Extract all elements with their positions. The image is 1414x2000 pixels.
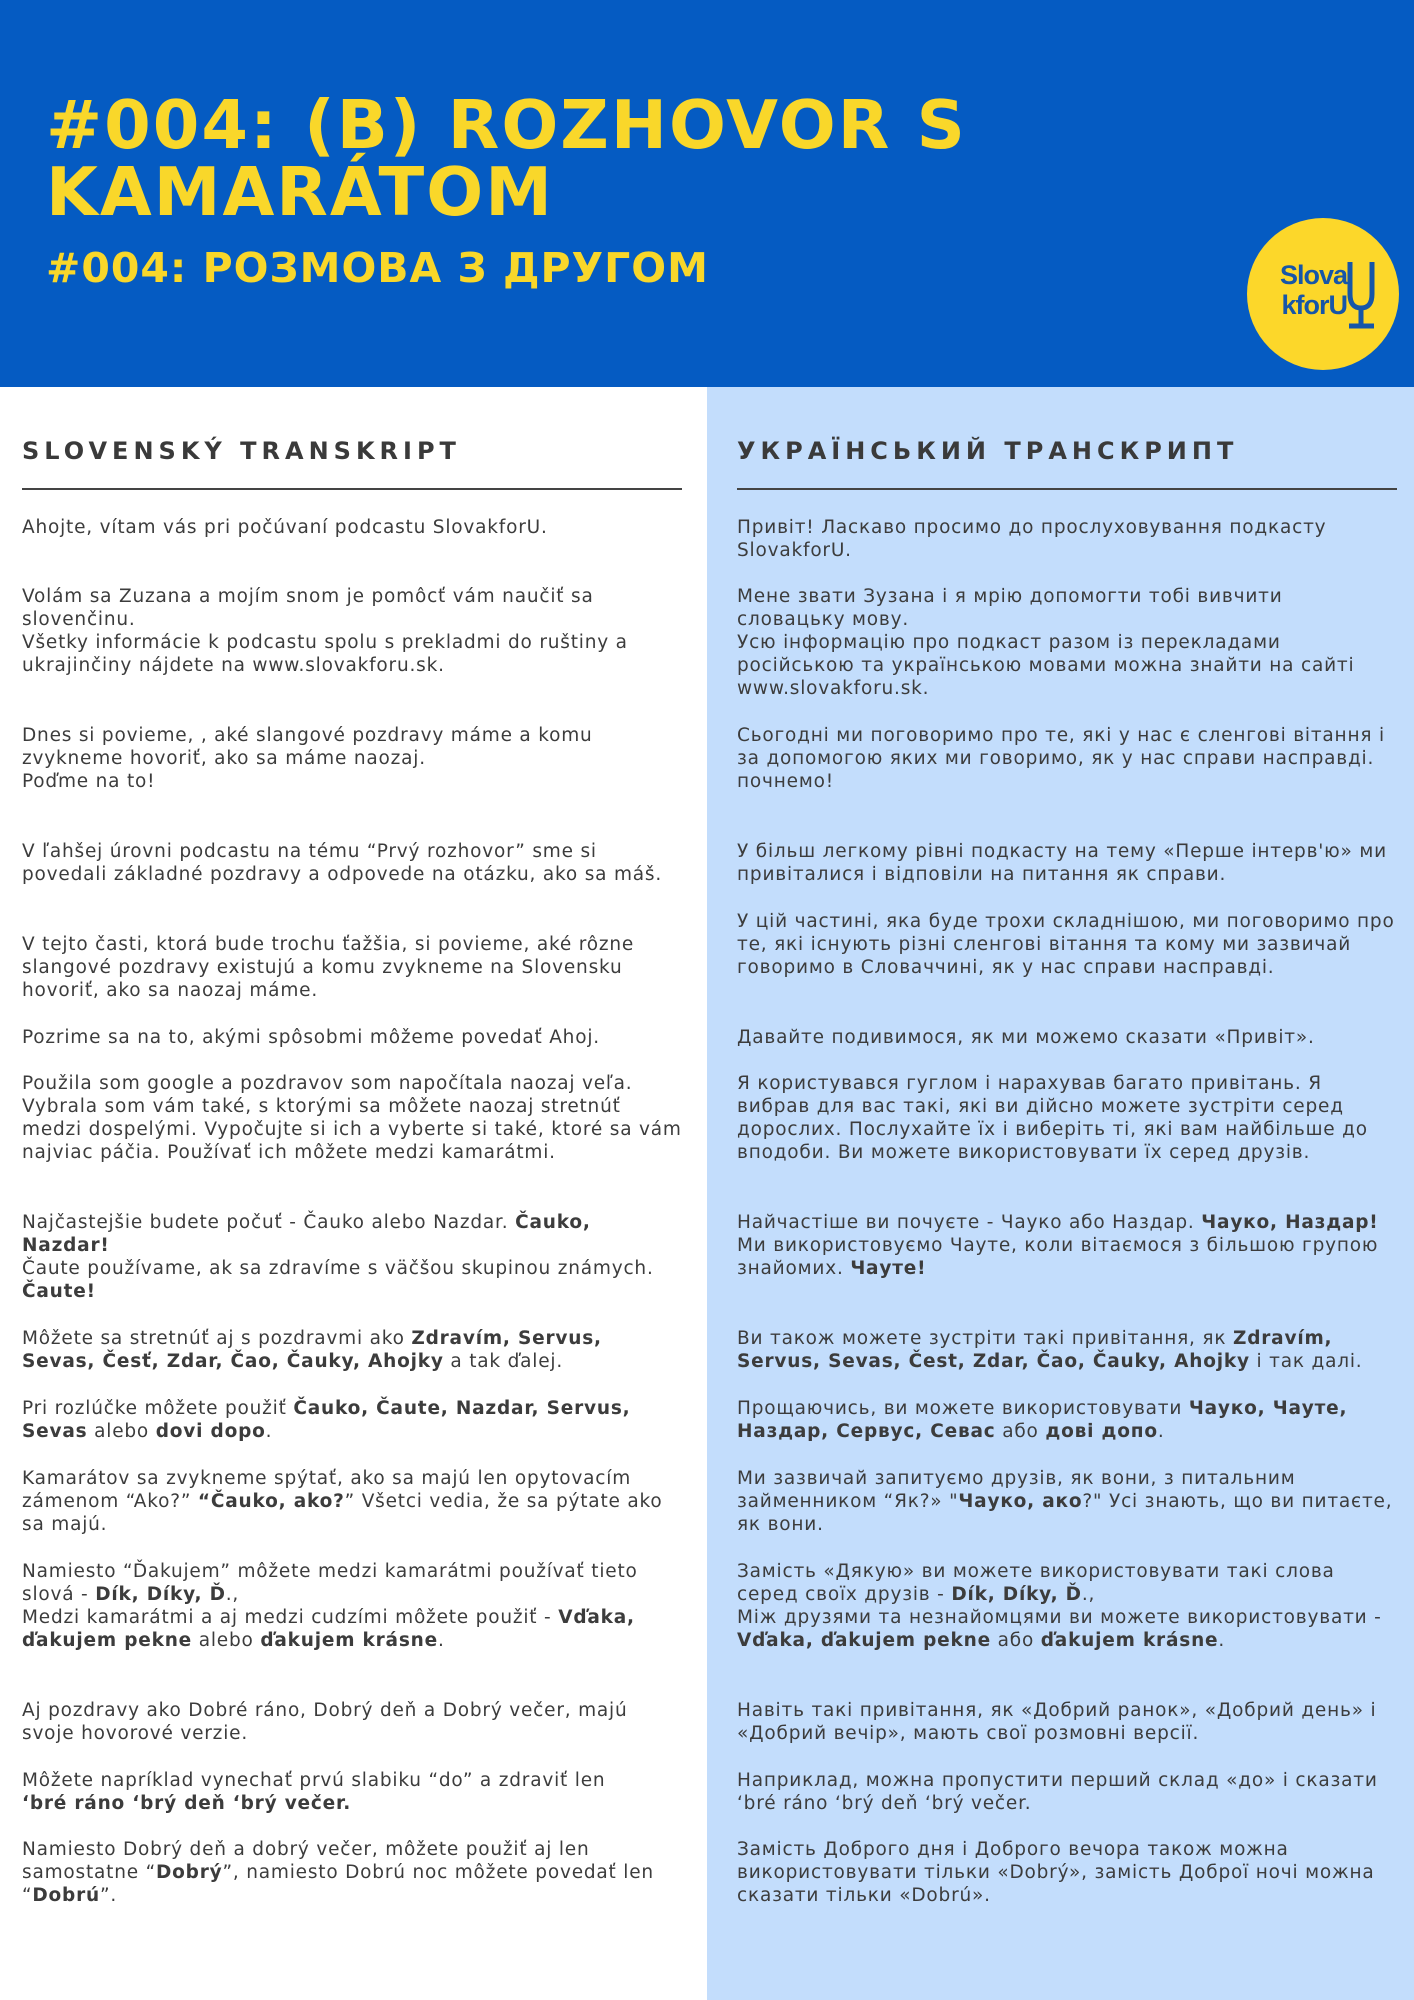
ukrainian-p8-bold-2: Чауте! (850, 1258, 927, 1279)
slovak-paragraph-4: V ľahšej úrovni podcastu na tému “Prvý rozhovor” sme si povedali základné pozdravy a odpovede na otázku, ako sa máš. (22, 841, 663, 885)
page-subtitle: #004: РОЗМОВА З ДРУГОМ (46, 244, 709, 292)
slovak-p12-text: Namiesto “Ďakujem” môžete medzi kamarátmi používať tieto slová - (22, 1561, 638, 1605)
ukrainian-p9-text-2: і так далі. (1249, 1351, 1363, 1372)
slovak-p12-bold-3: ďakujem krásne (260, 1630, 438, 1651)
slovak-paragraph-11 (22, 1467, 682, 1536)
slovak-p9-text: Môžete sa stretnúť aj s pozdravmi ako (22, 1328, 412, 1349)
slovak-p12-text-5: . (437, 1630, 445, 1651)
ukrainian-p11-text-2: ?" Усі знають, що ви питаєте, як вони. (737, 1491, 1393, 1535)
ukrainian-p10-bold-2: дові допо (1045, 1421, 1158, 1442)
ukrainian-p12-text: Замість «Дякую» ви можете використовувати такі слова серед своїх друзів - (737, 1561, 1335, 1605)
ukrainian-p12-text-2: ., (1081, 1584, 1096, 1605)
ukrainian-paragraph-2 (737, 585, 1397, 700)
slovak-p11-text-2: ” Všetci vedia, že sa pýtate ako sa majú. (22, 1491, 663, 1535)
ukrainian-p10-text-3: . (1157, 1421, 1165, 1442)
ukrainian-paragraph-3 (737, 724, 1397, 793)
slovak-paragraph-14 (22, 1769, 682, 1815)
slovak-paragraph-3 (22, 724, 682, 793)
ukrainian-paragraph-14: Наприклад, можна пропустити перший склад «до» і сказати ʻbré ráno ʻbrý deň ʻbrý večer. (737, 1770, 1378, 1814)
ukrainian-p11-text: Ми зазвичай запитуємо друзів, як вони, з питальним займенником “Як?» " (737, 1468, 1296, 1512)
ukrainian-paragraph-3-line-2: почнемо! (737, 771, 834, 792)
ukrainian-p12-text-3: Між друзями та незнайомцями ви можете використовувати - (737, 1607, 1382, 1628)
slovak-p14-bold: ʻbré ráno ʻbrý deň ʻbrý večer. (22, 1793, 352, 1814)
slovak-p15-text-2: ”, namiesto Dobrú noc môžete povedať len “ (22, 1862, 654, 1906)
slovak-p9-text-2: a tak ďalej. (443, 1351, 564, 1372)
ukrainian-heading-rule (737, 488, 1397, 490)
slovak-p11-bold: “Čauko, ako? (197, 1491, 345, 1512)
ukrainian-p12-bold-2: Vďaka, ďakujem pekne (737, 1630, 991, 1651)
slovak-p8-bold-2: Čaute! (22, 1281, 96, 1302)
slovak-p10-text: Pri rozlúčke môžete použiť (22, 1398, 294, 1419)
logo-word: SlovakforU (1279, 260, 1347, 320)
ukrainian-heading: УКРАЇНСЬКИЙ ТРАНСКРИПТ (737, 437, 1239, 465)
slovak-paragraph-12 (22, 1560, 682, 1652)
ukrainian-p9-bold: Zdravím, Servus, Sevas, Čest, Zdar, Čao, Čauky, Ahojky (737, 1328, 1333, 1372)
slovak-p10-text-3: . (265, 1421, 273, 1442)
slovak-p12-text-2: ., (225, 1584, 240, 1605)
ukrainian-p12-bold-3: ďakujem krásne (1040, 1630, 1219, 1651)
ukrainian-paragraph-2-line-1: Мене звати Зузана і я мрію допомогти тобі вивчити словацьку мову. (737, 586, 1283, 630)
ukrainian-paragraph-5: У цій частині, яка буде трохи складнішою, ми поговоримо про те, які існують різні сленгові вітання та кому ми зазвичай говоримо в Словаччині, як у нас справи насправді. (737, 911, 1395, 978)
slovak-paragraph-6: Pozrime sa na to, akými spôsobmi môžeme povedať Ahoj. (22, 1027, 600, 1048)
slovak-heading-rule (22, 488, 682, 490)
header-banner (0, 0, 1414, 387)
ukrainian-p10-text-2: або (995, 1421, 1046, 1442)
slovak-p8-text-2: Čaute používame, ak sa zdravíme s väčšou skupinou známych. (22, 1258, 654, 1279)
ukrainian-p12-bold: Dík, Díky, Ď (951, 1584, 1082, 1605)
slovak-paragraph-3-line-2: Poďme na to! (22, 771, 156, 792)
slovak-p8-bold: Čauko, Nazdar! (22, 1212, 591, 1256)
ukrainian-p11-bold: Чауко, ако (958, 1491, 1083, 1512)
slovak-p12-text-3: Medzi kamarátmi a aj medzi cudzími môžete použiť - (22, 1607, 559, 1628)
ukrainian-paragraph-12 (737, 1560, 1397, 1652)
slovak-paragraph-2-line-1: Volám sa Zuzana a mojím snom je pomôcť vám naučiť sa slovenčinu. (22, 586, 594, 630)
slovak-p9-bold: Zdravím, Servus, Sevas, Česť, Zdar, Čao, Čauky, Ahojky (22, 1328, 602, 1372)
slovak-p12-bold-2: Vďaka, ďakujem pekne (22, 1607, 635, 1651)
slovak-p10-bold-2: dovi dopo (155, 1421, 266, 1442)
ukrainian-p10-bold: Чауко, Чауте, Наздар, Сервус, Севас (737, 1398, 1348, 1442)
slovak-p15-text-3: ”. (100, 1885, 118, 1906)
ukrainian-p9-text: Ви також можете зустріти такі привітання, як (737, 1328, 1233, 1349)
ukrainian-paragraph-15: Замість Доброго дня і Доброго вечора також можна використовувати тільки «Dobrý», замість Доброї ночі можна сказати тільки «Dobrú». (737, 1839, 1375, 1906)
slovakforu-logo (1247, 218, 1399, 370)
slovak-p11-text: Kamarátov sa zvykneme spýtať, ako sa majú len opytovacím zámenom “Ako?” (22, 1468, 632, 1512)
slovak-paragraph-10 (22, 1397, 682, 1443)
slovak-p10-bold: Čauko, Čaute, Nazdar, Servus, Sevas (22, 1398, 631, 1442)
ukrainian-paragraph-7: Я користувався гуглом і нарахував багато привітань. Я вибрав для вас такі, які ви дійсно можете зустріти серед дорослих. Послухайте їх і виберіть ті, які вам найбільше до вподоби. Ви можете використовувати їх серед друзів. (737, 1073, 1368, 1163)
ukrainian-paragraph-1: Привіт! Ласкаво просимо до прослуховування подкасту SlovakforU. (737, 517, 1327, 561)
ukrainian-p8-text-2: Ми використовуємо Чауте, коли вітаємося з більшою групою знайомих. (737, 1235, 1379, 1279)
ukrainian-paragraph-8 (737, 1211, 1397, 1280)
slovak-paragraph-9 (22, 1327, 682, 1373)
slovak-paragraph-5: V tejto časti, ktorá bude trochu ťažšia, si povieme, aké rôzne slangové pozdravy existujú a komu zvykneme na Slovensku hovoriť, ako sa naozaj máme. (22, 934, 635, 1001)
slovak-p8-text: Najčastejšie budete počuť - Čauko alebo Nazdar. (22, 1212, 516, 1233)
slovak-p15-text: Namiesto Dobrý deň a dobrý večer, môžete použiť aj len samostatne “ (22, 1839, 590, 1883)
slovak-p15-bold: Dobrý (155, 1862, 223, 1883)
ukrainian-paragraph-3-line-1: Сьогодні ми поговоримо про те, які у нас є сленгові вітання і за допомогою яких ми говоримо, як у нас справи насправді. (737, 725, 1385, 769)
ukrainian-p10-text: Прощаючись, ви можете використовувати (737, 1398, 1189, 1419)
ukrainian-paragraph-6: Давайте подивимося, як ми можемо сказати «Привіт». (737, 1027, 1315, 1048)
slovak-paragraph-7: Použila som google a pozdravov som napočítala naozaj veľa. Vybrala som vám také, s ktorými sa môžete naozaj stretnúť medzi dospelými. Vypočujte si ich a vyberte si také, ktoré sa vám najviac páčia. Používať ich môžete medzi kamarátmi. (22, 1073, 682, 1163)
slovak-paragraph-3-line-1: Dnes si povieme, , aké slangové pozdravy máme a komu zvykneme hovoriť, ako sa máme naozaj. (22, 725, 593, 769)
ukrainian-paragraph-9 (737, 1327, 1397, 1373)
slovak-p14-text: Môžete napríklad vynechať prvú slabiku “do” a zdraviť len (22, 1770, 606, 1791)
ukrainian-p12-text-4: або (990, 1630, 1041, 1651)
slovak-paragraph-2-line-2: Všetky informácie k podcastu spolu s prekladmi do ruštiny a ukrajinčiny nájdete na www.slovakforu.sk. (22, 632, 628, 676)
slovak-paragraph-1: Ahojte, vítam vás pri počúvaní podcastu SlovakforU. (22, 517, 548, 538)
slovak-p12-bold: Dík, Díky, Ď (95, 1584, 226, 1605)
slovak-p15-bold-2: Dobrú (32, 1885, 100, 1906)
ukrainian-p8-bold: Чауко, Наздар! (1201, 1212, 1379, 1233)
slovak-paragraph-8 (22, 1211, 682, 1303)
slovak-heading: SLOVENSKÝ TRANSKRIPT (22, 437, 461, 465)
ukrainian-paragraph-2-line-2: Усю інформацію про подкаст разом із перекладами російською та українською мовами можна знайти на сайті www.slovakforu.sk. (737, 632, 1355, 699)
slovak-p12-text-4: alebo (192, 1630, 261, 1651)
page-title: #004: (B) ROZHOVOR S KAMARÁTOM (46, 86, 967, 231)
ukrainian-paragraph-10 (737, 1397, 1397, 1443)
ukrainian-p8-text: Найчастіше ви почуєте - Чауко або Наздар. (737, 1212, 1202, 1233)
ukrainian-paragraph-13: Навіть такі привітання, як «Добрий ранок», «Добрий день» і «Добрий вечір», мають свої розмовні версії. (737, 1700, 1377, 1744)
ukrainian-paragraph-11 (737, 1467, 1397, 1536)
slovak-p10-text-2: alebo (87, 1421, 156, 1442)
slovak-paragraph-2 (22, 585, 682, 677)
logo-text (1267, 260, 1347, 320)
slovak-paragraph-15 (22, 1838, 682, 1907)
slovak-paragraph-13: Aj pozdravy ako Dobré ráno, Dobrý deň a Dobrý večer, majú svoje hovorové verzie. (22, 1700, 628, 1744)
ukrainian-paragraph-4: У більш легкому рівні подкасту на тему «Перше інтерв'ю» ми привіталися і відповіли на питання як справи. (737, 841, 1387, 885)
ukrainian-p12-text-5: . (1218, 1630, 1226, 1651)
